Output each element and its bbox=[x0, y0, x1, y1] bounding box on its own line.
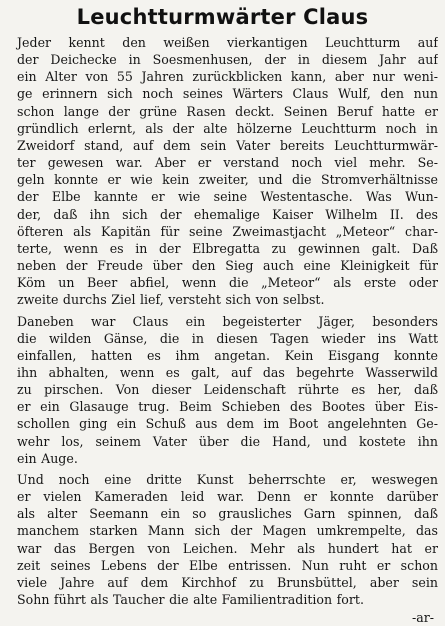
text-line: ge erinnern sich noch seines Wärters Claus Wulf, den nun bbox=[17, 86, 438, 102]
text-line: er vielen Kameraden leid war. Denn er konnte darüber bbox=[17, 489, 438, 505]
text-line: schollen ging ein Schuß aus dem im Boot angelehnten Ge- bbox=[17, 416, 438, 432]
text-line: einfallen, hatten es ihm angetan. Kein Eisgang konnte bbox=[17, 347, 438, 363]
text-line: er ein Glasauge trug. Beim Schieben des Bootes über Eis- bbox=[17, 399, 438, 415]
text-line: war das Bergen von Leichen. Mehr als hundert hat er bbox=[17, 540, 438, 556]
text-line: schon lange der grüne Rasen deckt. Seinen Beruf hatte er bbox=[17, 103, 438, 119]
article-paragraph-1 bbox=[7, 34, 438, 309]
text-line: geln konnte er wie kein zweiter, und die Stromverhältnisse bbox=[17, 172, 438, 188]
text-line: öfteren als Kapitän für seine Zweimastjacht „Meteor“ char- bbox=[17, 223, 438, 239]
text-line: zweite durchs Ziel lief, versteht sich von selbst. bbox=[17, 292, 325, 308]
article-paragraph-3 bbox=[7, 471, 438, 608]
text-line: zu pirschen. Von dieser Leidenschaft rührte es her, daß bbox=[17, 382, 438, 398]
text-line: terte, wenn es in der Elbregatta zu gewinnen galt. Daß bbox=[17, 240, 438, 256]
text-line: Zweidorf stand, auf dem sein Vater bereits Leuchtturmwär- bbox=[17, 137, 438, 153]
text-line: der, daß ihn sich der ehemalige Kaiser Wilhelm II. des bbox=[17, 206, 438, 222]
text-line: Jeder kennt den weißen vierkantigen Leuchtturm auf bbox=[17, 35, 438, 50]
text-line: viele Jahre auf dem Kirchhof zu Brunsbüttel, aber sein bbox=[17, 574, 438, 590]
text-line: ein Auge. bbox=[17, 450, 78, 466]
text-line: ihn abhalten, wenn es galt, auf das begehrte Wasserwild bbox=[17, 364, 438, 380]
text-line: ter gewesen war. Aber er verstand noch viel mehr. Se- bbox=[17, 155, 438, 171]
text-line: Daneben war Claus ein begeisterter Jäger, besonders bbox=[17, 313, 438, 329]
author-signature: -ar- bbox=[411, 610, 434, 626]
text-line: der Elbe kannte er wie seine Westentasche. Was Wun- bbox=[17, 189, 438, 205]
text-line: als alter Seemann ein so grausliches Garn spinnen, daß bbox=[17, 506, 438, 522]
text-line: wehr los, seinem Vater über die Hand, und kostete ihn bbox=[17, 433, 438, 449]
text-line: manchem starken Mann sich der Magen umkrempelte, das bbox=[17, 523, 438, 539]
text-line: ein Alter von 55 Jahren zurückblicken kann, aber nur weni- bbox=[17, 69, 438, 85]
article-paragraph-2 bbox=[7, 313, 438, 467]
text-line: Sohn führt als Taucher die alte Familientradition fort. bbox=[17, 592, 364, 607]
text-line: Und noch eine dritte Kunst beherrschte er, weswegen bbox=[17, 471, 438, 487]
article-title: Leuchtturmwärter Claus bbox=[76, 5, 369, 29]
text-line: Köm un Beer abfiel, wenn die „Meteor“ als erste oder bbox=[17, 275, 438, 291]
text-line: der Deichecke in Soesmenhusen, der in diesem Jahr auf bbox=[17, 52, 438, 68]
text-line: neben der Freude über den Sieg auch eine Kleinigkeit für bbox=[17, 258, 438, 274]
text-line: die wilden Gänse, die in diesen Tagen wieder ins Watt bbox=[17, 330, 438, 346]
text-line: gründlich erlernt, als der alte hölzerne Leuchtturm noch in bbox=[17, 120, 438, 136]
text-line: zeit seines Lebens der Elbe entrissen. Nun ruht er schon bbox=[17, 557, 438, 573]
